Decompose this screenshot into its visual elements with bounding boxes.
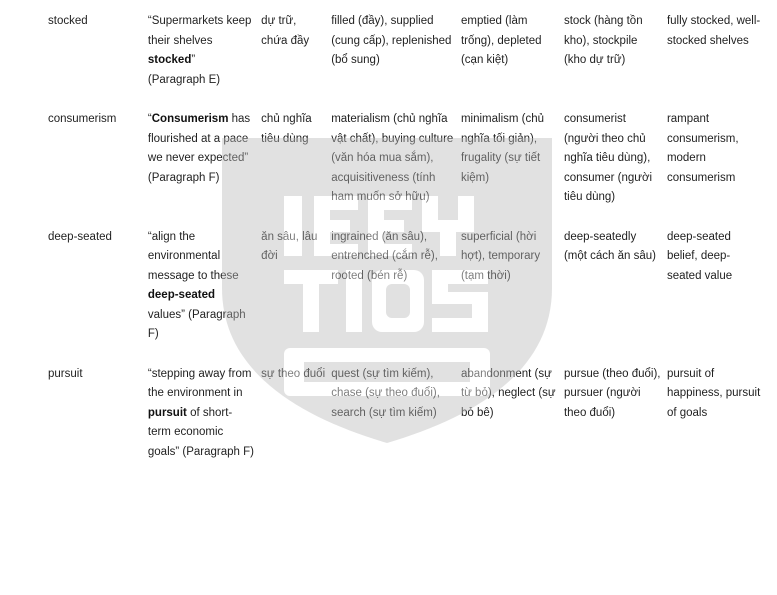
word-family-cell: deep-seatedly (một cách ăn sâu) — [563, 230, 656, 262]
vocabulary-table — [48, 12, 770, 482]
synonyms-cell: filled (đầy), supplied (cung cấp), replenished (bổ sung) — [331, 15, 452, 66]
context-keyword: pursuit — [147, 406, 187, 419]
collocations-cell: deep-seated belief, deep-seated value — [666, 230, 733, 282]
table-row — [48, 365, 770, 483]
antonyms-cell: superficial (hời hợt), temporary (tạm thời) — [460, 230, 541, 282]
context-cell — [148, 365, 261, 483]
context-text: “align the environmental message to these — [147, 230, 239, 282]
context-keyword: stocked — [147, 54, 192, 66]
context-text: values” (Paragraph F) — [147, 308, 246, 340]
synonyms-cell: materialism (chủ nghĩa vật chất), buying culture (văn hóa mua sắm), acquisitiveness (tính ham muốn sở hữu) — [331, 113, 454, 203]
word-cell: consumerism — [48, 113, 117, 125]
meaning-cell: chủ nghĩa tiêu dùng — [261, 113, 312, 145]
collocations-cell: pursuit of happiness, pursuit of goals — [666, 367, 761, 419]
meaning-cell: dự trữ, chứa đầy — [261, 15, 310, 47]
table-row — [48, 12, 770, 110]
collocations-cell: rampant consumerism, modern consumerism — [666, 113, 739, 184]
context-cell — [148, 110, 261, 228]
meaning-cell: ăn sâu, lâu đời — [261, 230, 318, 262]
context-keyword: Consumerism — [151, 113, 229, 125]
word-cell: deep-seated — [48, 230, 112, 243]
context-text: “Supermarkets keep their shelves — [147, 15, 252, 47]
context-text: ” (Paragraph E) — [147, 54, 221, 86]
table-row — [48, 228, 770, 365]
synonyms-cell: ingrained (ăn sâu), entrenched (cắm rễ), rooted (bén rễ) — [331, 230, 438, 282]
word-family-cell: stock (hàng tồn kho), stockpile (kho dự trữ) — [563, 15, 643, 66]
context-cell — [148, 228, 261, 365]
table-row — [48, 110, 770, 228]
synonyms-cell: quest (sự tìm kiếm), chase (sự theo đuổi), search (sự tìm kiếm) — [331, 367, 440, 419]
context-text: “ — [147, 113, 152, 125]
word-family-cell: pursue (theo đuổi), pursuer (người theo đuổi) — [563, 367, 661, 419]
word-family-cell: consumerist (người theo chủ nghĩa tiêu dùng), consumer (người tiêu dùng) — [563, 113, 653, 203]
context-text: of short-term economic goals” (Paragraph F) — [147, 406, 254, 458]
collocations-cell: fully stocked, well-stocked shelves — [666, 15, 761, 47]
context-keyword: deep-seated — [147, 289, 215, 301]
antonyms-cell: abandonment (sự từ bỏ), neglect (sự bỏ bê) — [460, 367, 556, 419]
antonyms-cell: emptied (làm trống), depleted (cạn kiệt) — [460, 15, 542, 66]
context-text: “stepping away from the environment in — [147, 367, 252, 399]
word-cell: pursuit — [48, 367, 83, 380]
meaning-cell: sự theo đuổi — [261, 367, 326, 380]
antonyms-cell: minimalism (chủ nghĩa tối giản), frugality (sự tiết kiệm) — [460, 113, 545, 184]
word-cell: stocked — [48, 15, 88, 27]
context-text: has flourished at a pace we never expected” (Paragraph F) — [147, 113, 251, 184]
context-cell — [148, 12, 261, 110]
